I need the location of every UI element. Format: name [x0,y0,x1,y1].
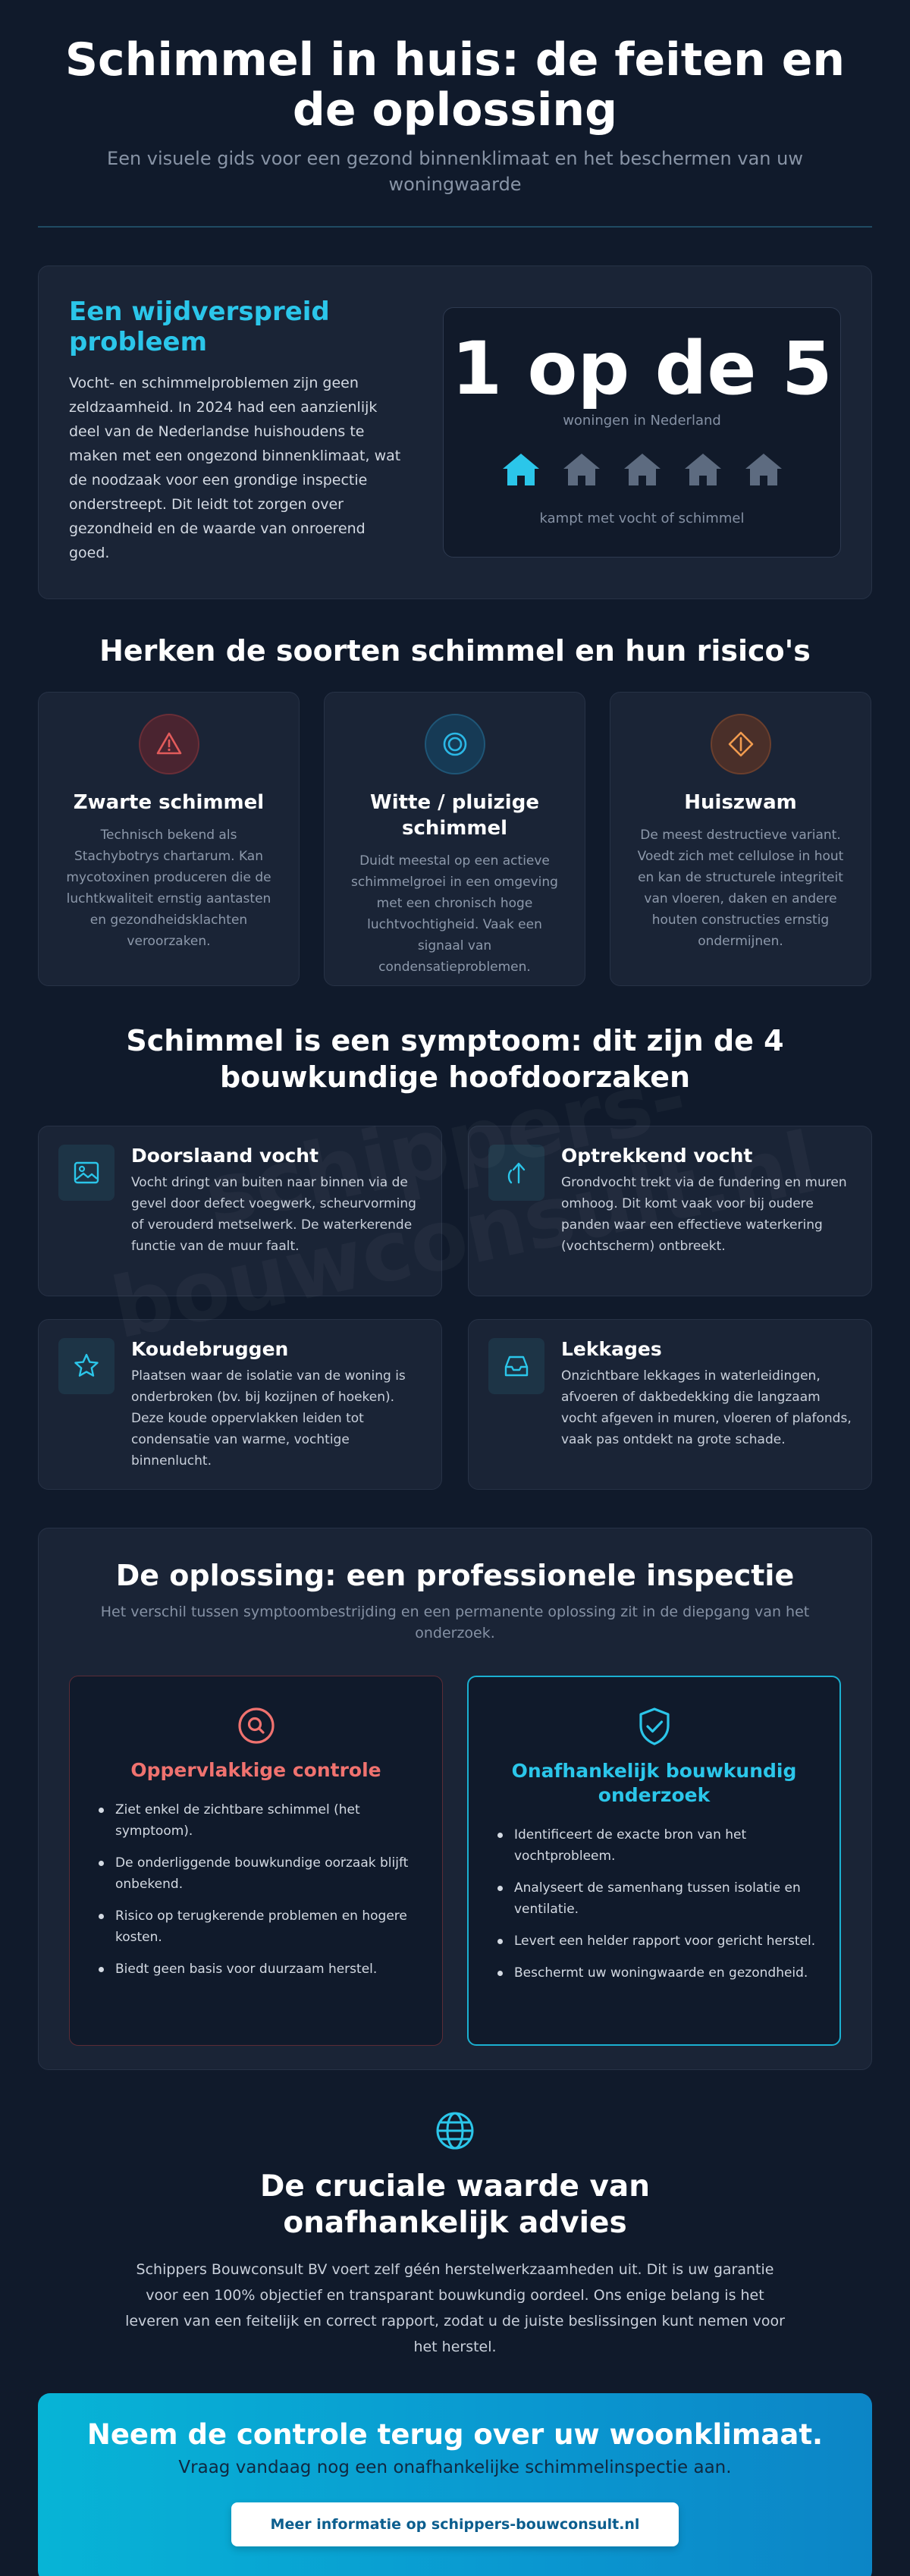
cause-text: Onzichtbare lekkages in waterleidingen, afvoeren of dakbedekking die langzaam vocht afgeven in muren, vloeren of plafonds, vaak pas ontdekt na grote schade. [561,1368,852,1447]
type-card-white-mold [324,692,585,986]
warning-triangle-icon [139,714,199,774]
inbox-tray-icon [488,1338,544,1394]
superficial-check-list [93,1799,419,1980]
list-item: Identificeert de exacte bron van het vochtprobleem. [491,1824,817,1867]
more-info-button[interactable]: Meer informatie op schippers-bouwconsult.nl [231,2502,679,2546]
cause-card-thermal-bridges [38,1319,442,1490]
independent-survey-column [467,1676,841,2046]
house-icon [623,451,662,488]
stat-value: 1 op de 5 [451,326,833,411]
cause-card-rising-damp [468,1126,872,1296]
cause-card-leaks [468,1319,872,1490]
list-item: Ziet enkel de zichtbare schimmel (het symptoom). [93,1799,419,1842]
header-divider [38,226,872,228]
problem-card [38,265,872,599]
page-title: Schimmel in huis: de feiten en de oplossing [64,33,846,137]
stat-footer: kampt met vocht of schimmel [539,510,745,526]
cause-text: Vocht dringt van buiten naar binnen via de gevel door defect voegwerk, scheurvorming of verouderd metselwerk. De waterkerende functie van de muur faalt. [131,1175,416,1254]
type-title: Zwarte schimmel [73,791,265,814]
causes-grid [38,1126,872,1490]
image-frame-icon [58,1145,115,1201]
mold-types [38,692,872,986]
cta-banner [38,2393,872,2576]
list-item: Levert een helder rapport voor gericht herstel. [491,1930,817,1952]
cause-title: Lekkages [561,1338,662,1360]
arrow-up-curve-icon [488,1145,544,1201]
list-item: Beschermt uw woningwaarde en gezondheid. [491,1962,817,1984]
page-subtitle: Een visuele gids voor een gezond binnenklimaat en het beschermen van uw woningwaarde [107,148,803,195]
type-title: Huiszwam [684,791,797,814]
type-card-black-mold [38,692,300,986]
cta-subtitle: Vraag vandaag nog een onafhankelijke schimmelinspectie aan. [178,2458,732,2477]
type-text: Technisch bekend als Stachybotrys chartarum. Kan mycotoxinen produceren die de luchtkwaliteit ernstig aantasten en gezondheidsklachten veroorzaken. [66,828,271,949]
problem-text: Vocht- en schimmelproblemen zijn geen zeldzaamheid. In 2024 had een aanzienlijk deel van de Nederlandse huishoudens te maken met een ongezond binnenklimaat, wat de noodzaak voor een grondige inspectie onderstreept. Dit leidt tot zorgen over gezondheid en de waarde van onroerend goed. [69,375,401,561]
type-card-dry-rot [610,692,871,986]
value-title: De cruciale waarde van onafhankelijk advies [259,2169,651,2240]
problem-heading: Een wijdverspreid probleem [69,297,330,357]
star-icon [58,1338,115,1394]
superficial-check-title: Oppervlakkige controle [130,1759,381,1781]
list-item: Analyseert de samenhang tussen isolatie en ventilatie. [491,1877,817,1920]
cause-title: Koudebruggen [131,1338,289,1360]
problem-intro [69,297,410,565]
superficial-check-column [69,1676,443,2046]
solution-card [38,1528,872,2070]
list-item: De onderliggende bouwkundige oorzaak blijft onbekend. [93,1852,419,1895]
house-icons [444,451,840,488]
types-title: Herken de soorten schimmel en hun risico's [99,634,811,668]
value-text: Schippers Bouwconsult BV voert zelf géén herstelwerkzaamheden uit. Dit is uw garantie voor een 100% objectief en transparant bouwkundig oordeel. Ons enige belang is het leveren van een feitelijk en correct rapport, zodat u de juiste beslissingen kunt nemen voor het herstel. [125,2261,785,2355]
type-title: Witte / pluizige schimmel [370,791,539,840]
concentric-circles-icon [425,714,485,774]
house-icon [562,451,601,488]
cause-title: Doorslaand vocht [131,1145,319,1167]
stat-label: woningen in Nederland [563,413,721,429]
header [0,0,910,228]
list-item: Risico op terugkerende problemen en hogere kosten. [93,1905,419,1948]
diamond-alert-icon [711,714,771,774]
solution-comparison [39,1676,871,2046]
house-icon-highlighted [501,451,541,488]
list-item: Biedt geen basis voor duurzaam herstel. [93,1959,419,1980]
independent-survey-list [491,1824,817,1984]
house-icon [744,451,783,488]
cta-title: Neem de controle terug over uw woonklimaat. [86,2418,824,2451]
independent-survey-title: Onafhankelijk bouwkundig onderzoek [511,1760,797,1806]
magnifier-icon [234,1704,278,1748]
cause-title: Optrekkend vocht [561,1145,753,1167]
solution-title: De oplossing: een professionele inspectie [115,1559,795,1592]
cause-card-penetrating-damp [38,1126,442,1296]
globe-icon [434,2109,476,2152]
cause-text: Plaatsen waar de isolatie van de woning is onderbroken (bv. bij kozijnen of hoeken). Deze koude oppervlakken leiden tot condensatie van warme, vochtige binnenlucht. [131,1368,406,1469]
type-text: Duidt meestal op een actieve schimmelgroei in een omgeving met een chronisch hoge luchtvochtigheid. Vaak een signaal van condensatieproblemen. [351,853,558,975]
value-section [0,2109,910,2360]
solution-subtitle: Het verschil tussen symptoombestrijding en een permanente oplossing zit in de diepgang van het onderzoek. [100,1604,810,1641]
cause-text: Grondvocht trekt via de fundering en muren omhoog. Dit komt vaak voor bij oudere panden waar een effectieve waterkering (vochtscherm) ontbreekt. [561,1175,847,1254]
type-text: De meest destructieve variant. Voedt zich met cellulose in hout en kan de structurele integriteit van vloeren, daken en andere houten constructies ernstig ondermijnen. [637,828,844,949]
stat-box [443,307,841,558]
shield-check-icon [632,1704,676,1748]
causes-title: Schimmel is een symptoom: dit zijn de 4 bouwkundige hoofdoorzaken [126,1024,784,1094]
house-icon [683,451,723,488]
